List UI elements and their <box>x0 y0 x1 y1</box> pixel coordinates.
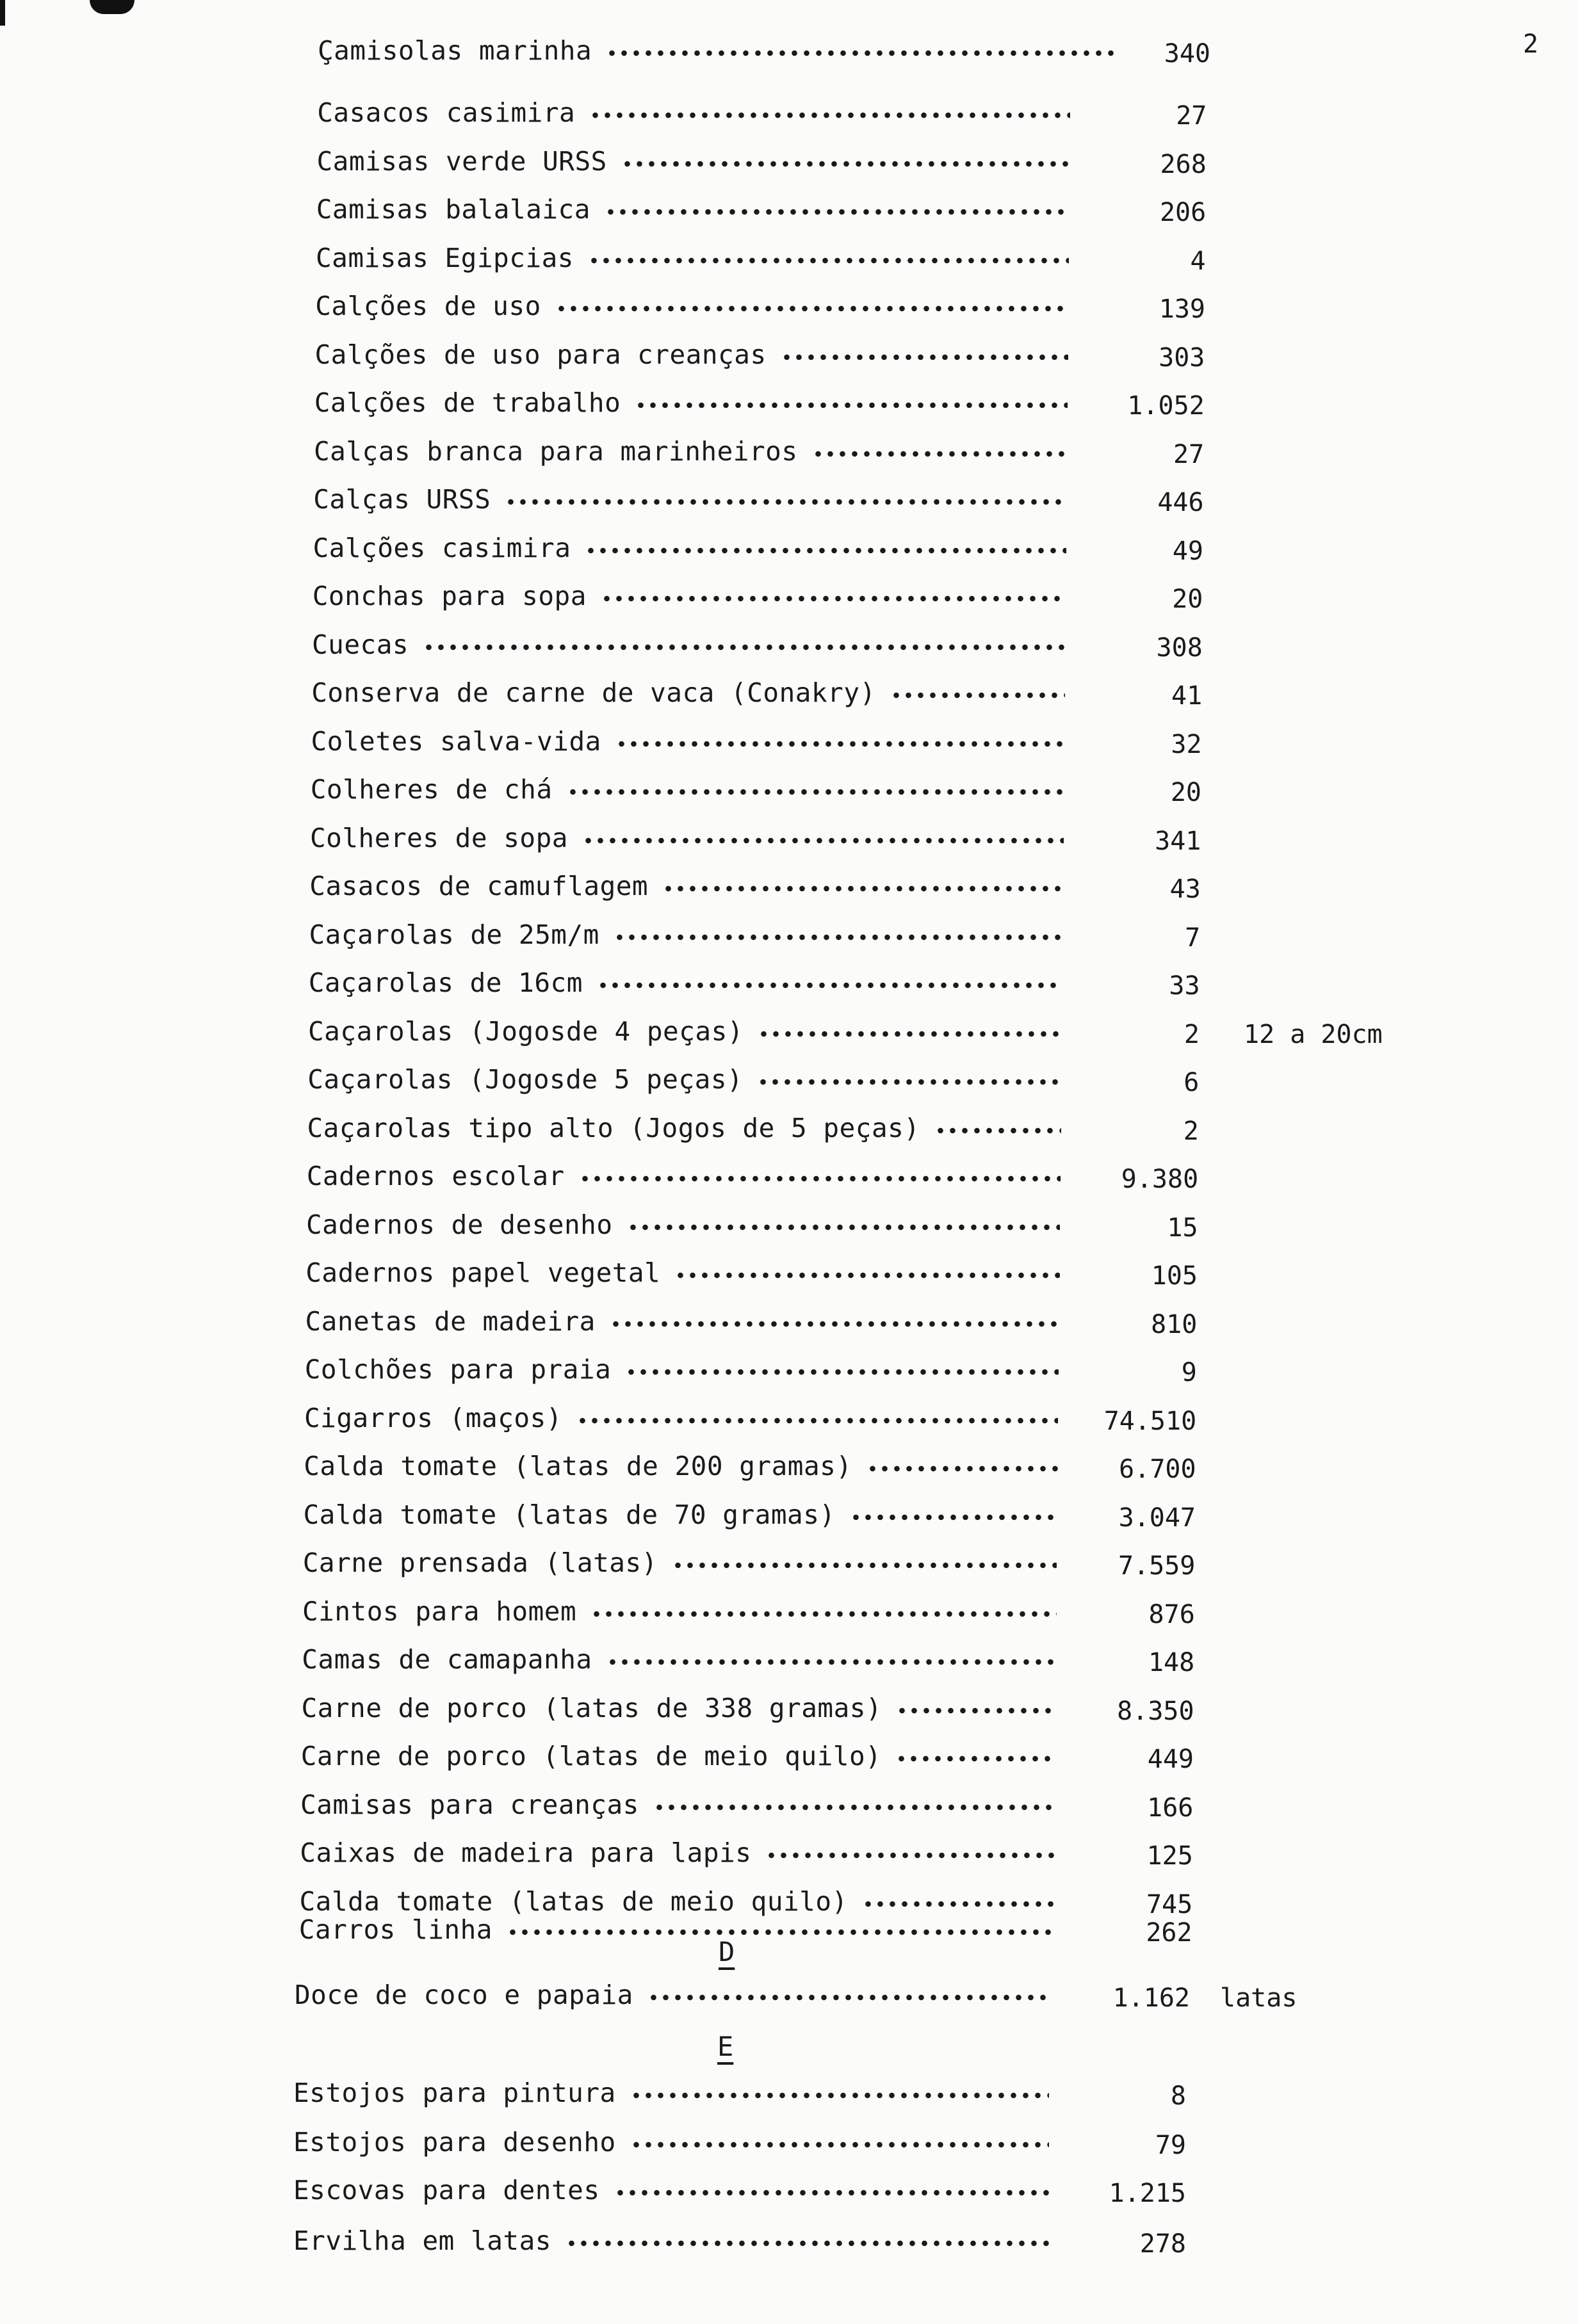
list-item <box>311 677 1578 716</box>
item-quantity: 15 <box>1167 1213 1198 1243</box>
item-label: Cigarros (maços) <box>304 1402 562 1433</box>
section-heading-d: D <box>719 1936 735 1967</box>
item-label: Carne prensada (latas) <box>302 1547 658 1578</box>
leader-dots <box>567 788 1064 796</box>
item-quantity: 7.559 <box>1118 1551 1196 1581</box>
leader-dots <box>662 885 1063 892</box>
item-label: Calções de uso para creanças <box>314 339 767 370</box>
leader-dots <box>423 643 1065 651</box>
leader-dots <box>590 1610 1056 1618</box>
item-label: Coletes salva-vida <box>311 725 601 757</box>
item-label: Cadernos papel vegetal <box>305 1257 661 1288</box>
list-item <box>293 2225 1578 2264</box>
leader-dots <box>615 740 1064 748</box>
leader-dots <box>812 450 1068 458</box>
list-item <box>314 436 1578 474</box>
leader-dots <box>610 1320 1059 1328</box>
leader-dots <box>621 160 1070 168</box>
item-label: Çamisolas marinha <box>318 35 592 66</box>
list-item <box>316 194 1578 232</box>
item-label: Calças branca para marinheiros <box>314 435 798 467</box>
leader-dots <box>605 208 1070 216</box>
item-quantity: 308 <box>1156 633 1203 663</box>
list-item <box>313 533 1578 571</box>
list-item <box>301 1741 1578 1779</box>
item-quantity: 1.215 <box>1109 2179 1186 2208</box>
item-quantity: 32 <box>1171 729 1202 759</box>
list-item <box>316 243 1578 281</box>
item-quantity: 2 <box>1184 1019 1200 1049</box>
item-quantity: 49 <box>1172 536 1203 566</box>
leader-dots <box>647 1994 1052 2001</box>
item-quantity: 341 <box>1155 826 1201 856</box>
leader-dots <box>862 1900 1054 1908</box>
item-quantity: 6 <box>1184 1068 1200 1097</box>
list-item <box>299 1914 1578 1953</box>
list-item <box>300 1789 1578 1828</box>
leader-dots <box>585 547 1066 554</box>
item-label: Casacos de camuflagem <box>309 871 649 901</box>
item-quantity: 105 <box>1151 1261 1198 1291</box>
item-quantity: 148 <box>1148 1648 1195 1677</box>
item-label: Calda tomate (latas de 200 gramas) <box>304 1451 852 1481</box>
item-label: Calças URSS <box>313 484 491 515</box>
list-item <box>307 1161 1578 1199</box>
leader-dots <box>627 1223 1061 1231</box>
item-label: Carne de porco (latas de meio quilo) <box>300 1741 882 1771</box>
list-item <box>318 35 1578 74</box>
item-label: Canetas de madeira <box>305 1305 596 1337</box>
item-label: Estojos para pintura <box>293 2078 616 2108</box>
item-label: Camisas Egipcias <box>316 242 574 273</box>
item-label: Calda tomate (latas de meio quilo) <box>299 1885 848 1917</box>
list-item <box>305 1306 1578 1344</box>
list-item <box>304 1451 1578 1489</box>
leader-dots <box>630 2092 1049 2099</box>
item-quantity: 79 <box>1155 2131 1186 2160</box>
item-quantity: 8 <box>1170 2081 1186 2111</box>
item-quantity: 8.350 <box>1117 1696 1194 1726</box>
list-item <box>311 726 1578 764</box>
list-item <box>309 967 1578 1006</box>
leader-dots <box>565 2239 1049 2247</box>
list-item <box>315 291 1578 329</box>
list-item <box>308 1016 1578 1054</box>
leader-dots <box>606 49 1114 57</box>
item-quantity: 278 <box>1139 2229 1186 2259</box>
list-item <box>304 1499 1578 1538</box>
list-item <box>313 484 1578 522</box>
list-item <box>315 339 1578 378</box>
item-quantity: 876 <box>1148 1599 1195 1629</box>
item-quantity: 6.700 <box>1119 1455 1196 1484</box>
leader-dots <box>614 2189 1050 2197</box>
item-quantity: 43 <box>1169 875 1201 904</box>
item-quantity: 1.052 <box>1127 391 1205 421</box>
leader-dots <box>934 1127 1061 1134</box>
leader-dots <box>672 1561 1057 1569</box>
scan-corner-mark <box>90 0 134 14</box>
leader-dots <box>606 1658 1056 1666</box>
list-item <box>306 1209 1578 1248</box>
item-label: Caçarolas (Jogosde 4 peças) <box>308 1015 744 1047</box>
section-heading-e: E <box>717 2031 734 2062</box>
item-label: Cintos para homem <box>302 1595 577 1627</box>
item-label: Camisas balalaica <box>316 194 590 225</box>
leader-dots <box>589 111 1070 119</box>
item-label: Camas de camapanha <box>302 1644 592 1675</box>
item-label: Estojos para desenho <box>293 2127 616 2158</box>
list-item <box>317 146 1578 184</box>
leader-dots <box>896 1707 1055 1715</box>
leader-dots <box>625 1368 1059 1376</box>
item-label: Camisas para creanças <box>300 1789 639 1820</box>
item-quantity: 27 <box>1173 439 1205 469</box>
leader-dots <box>635 401 1068 409</box>
list-item <box>305 1354 1578 1392</box>
item-quantity: 20 <box>1170 778 1201 807</box>
item-label: Colheres de sopa <box>310 822 568 853</box>
leader-dots <box>588 257 1069 264</box>
leader-dots <box>890 691 1065 699</box>
item-label: Caçarolas (Jogosde 5 peças) <box>307 1064 744 1095</box>
item-quantity: 9.380 <box>1121 1165 1199 1194</box>
page-number: 2 <box>1523 29 1539 59</box>
item-quantity: 7 <box>1185 923 1201 953</box>
item-quantity: 303 <box>1159 343 1205 373</box>
item-quantity: 2 <box>1183 1116 1199 1146</box>
item-label: Colheres de chá <box>310 774 553 805</box>
leader-dots <box>582 837 1064 844</box>
item-label: Cadernos de desenho <box>306 1209 613 1240</box>
leader-dots <box>765 1852 1054 1859</box>
leader-dots <box>781 353 1068 361</box>
list-item <box>302 1644 1578 1682</box>
list-item <box>302 1693 1578 1731</box>
list-item <box>311 774 1578 812</box>
list-item <box>293 2127 1578 2165</box>
item-label: Ervilha em latas <box>293 2225 551 2256</box>
item-quantity: 139 <box>1159 295 1205 324</box>
list-item <box>312 629 1578 668</box>
leader-dots <box>866 1465 1058 1473</box>
leader-dots <box>674 1271 1059 1279</box>
list-item <box>303 1547 1578 1586</box>
item-quantity: 340 <box>1164 39 1210 69</box>
leader-dots <box>601 595 1066 602</box>
leader-dots <box>507 1928 1053 1936</box>
item-quantity: 268 <box>1160 149 1207 179</box>
item-quantity: 745 <box>1146 1889 1193 1919</box>
item-note: 12 a 20cm <box>1244 1019 1383 1049</box>
item-quantity: 20 <box>1172 585 1203 614</box>
item-quantity: 262 <box>1146 1918 1192 1948</box>
list-item <box>309 871 1578 909</box>
item-label: Caçarolas tipo alto (Jogos de 5 peças) <box>307 1112 920 1143</box>
list-item <box>309 919 1578 958</box>
item-label: Caçarolas de 16cm <box>308 967 583 998</box>
list-item <box>293 2078 1578 2116</box>
list-item <box>307 1113 1578 1151</box>
item-label: Caçarolas de 25m/m <box>309 919 599 950</box>
list-item <box>313 581 1578 619</box>
item-quantity: 810 <box>1151 1309 1198 1339</box>
item-label: Cadernos escolar <box>306 1161 565 1191</box>
item-note: latas <box>1220 1983 1297 2013</box>
list-item <box>300 1837 1578 1876</box>
item-quantity: 206 <box>1159 198 1207 227</box>
item-quantity: 125 <box>1146 1841 1193 1871</box>
leader-dots <box>850 1513 1057 1521</box>
item-quantity: 3.047 <box>1118 1503 1196 1533</box>
item-quantity: 446 <box>1157 488 1204 517</box>
item-label: Conserva de carne de vaca (Conakry) <box>311 677 876 708</box>
leader-dots <box>758 1030 1062 1038</box>
leader-dots <box>579 1175 1061 1182</box>
item-label: Carne de porco (latas de 338 gramas) <box>301 1692 883 1723</box>
item-label: Doce de coco e papaia <box>295 1980 633 2010</box>
item-label: Cuecas <box>312 629 409 660</box>
list-item <box>304 1403 1578 1441</box>
item-label: Calções de trabalho <box>314 387 621 418</box>
list-item <box>302 1596 1578 1634</box>
item-label: Calções casimira <box>313 532 571 563</box>
item-quantity: 166 <box>1147 1793 1194 1823</box>
leader-dots <box>653 1804 1055 1811</box>
item-label: Calções de uso <box>315 291 541 321</box>
list-item <box>295 1980 1578 2018</box>
list-item <box>314 387 1578 426</box>
item-label: Calda tomate (latas de 70 gramas) <box>303 1499 836 1530</box>
leader-dots <box>757 1078 1061 1086</box>
item-label: Colchões para praia <box>304 1354 612 1385</box>
item-label: Camisas verde URSS <box>316 145 607 177</box>
leader-dots <box>505 498 1066 506</box>
item-quantity: 74.510 <box>1103 1406 1197 1436</box>
leader-dots <box>630 2141 1049 2149</box>
item-quantity: 9 <box>1181 1358 1197 1387</box>
leader-dots <box>597 981 1062 989</box>
item-label: Caixas de madeira para lapis <box>300 1837 752 1868</box>
leader-dots <box>895 1755 1055 1763</box>
list-item <box>307 1064 1578 1102</box>
item-label: Casacos casimira <box>317 97 576 128</box>
list-item <box>317 97 1578 136</box>
item-quantity: 33 <box>1169 971 1200 1001</box>
item-label: Conchas para sopa <box>312 581 587 611</box>
leader-dots <box>614 933 1063 941</box>
item-label: Escovas para dentes <box>293 2175 600 2206</box>
item-label: Carros linha <box>298 1914 492 1945</box>
leader-dots <box>555 305 1069 312</box>
list-item <box>293 2175 1578 2213</box>
scan-edge-mark <box>0 0 5 26</box>
list-item <box>310 823 1578 861</box>
item-quantity: 1.162 <box>1112 1983 1190 2013</box>
list-item <box>305 1257 1578 1296</box>
item-quantity: 27 <box>1176 101 1207 131</box>
item-quantity: 41 <box>1171 681 1203 711</box>
item-quantity: 4 <box>1190 246 1206 276</box>
leader-dots <box>576 1417 1058 1424</box>
item-quantity: 449 <box>1147 1745 1194 1774</box>
